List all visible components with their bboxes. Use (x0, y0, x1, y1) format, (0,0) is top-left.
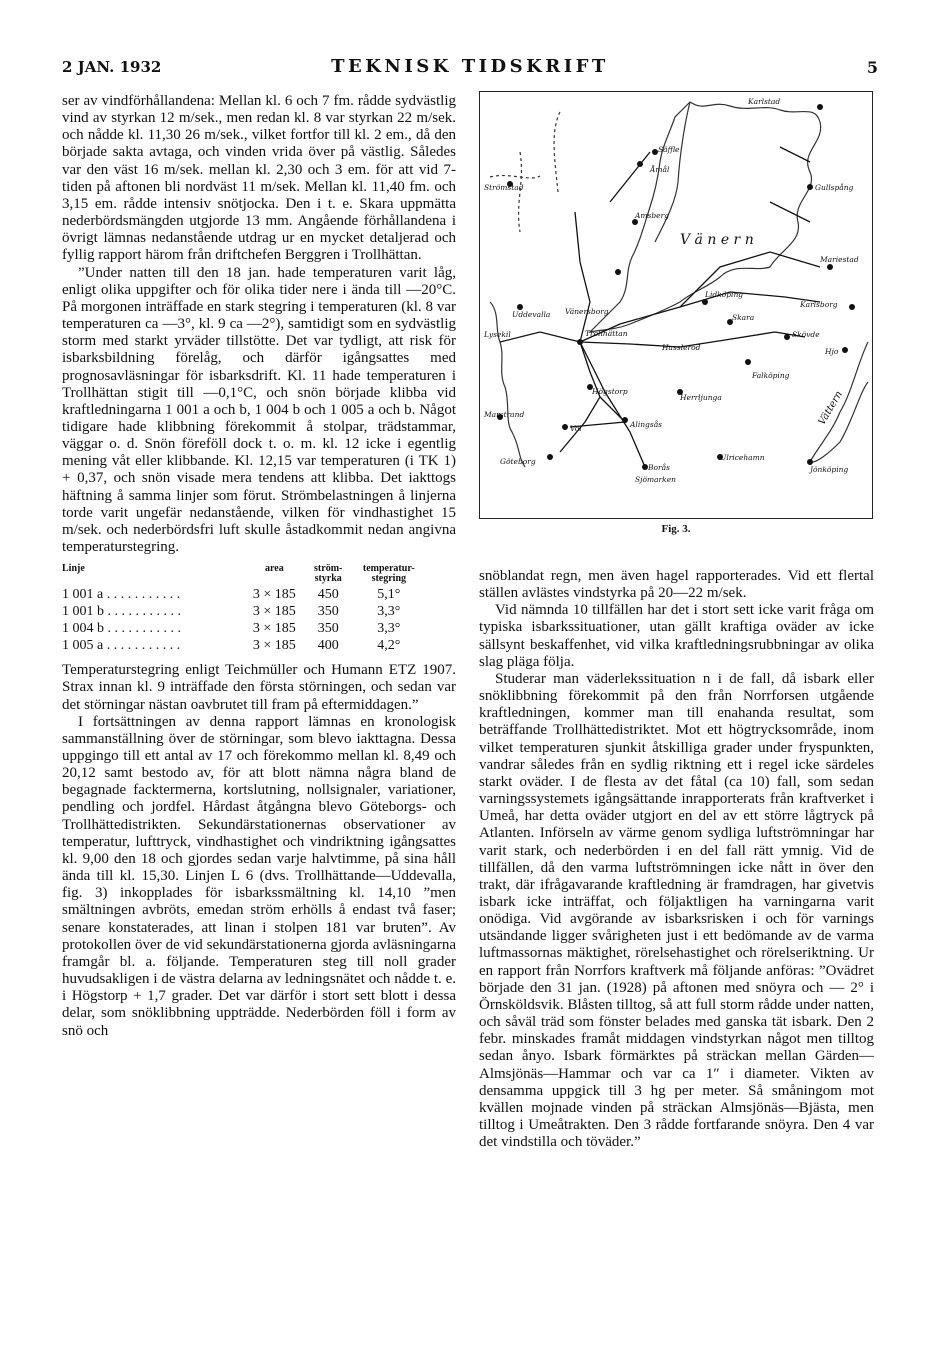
paragraph: Vid nämnda 10 tillfällen har det i stort sett icke varit fråga om typiska isbarkssituationer, utan gällt kraftiga oväder av icke sällsynt beskaffenhet, vid vilka kraftledningsrubbningar av olika slag pläga följa. (479, 602, 874, 670)
county-border (490, 112, 560, 232)
town-dot (547, 454, 553, 460)
map-label: Jönköping (810, 465, 849, 474)
town-dot (807, 184, 813, 190)
map-label: Hjo (825, 347, 839, 356)
map-label: Borås (648, 463, 670, 472)
map-label: Herrljunga (680, 393, 722, 402)
town-dot (577, 339, 583, 345)
cell-linje: 1 001 b . . . . . . . . . . . (62, 604, 181, 620)
map-label: Marstrand (484, 410, 525, 419)
map-figure (479, 91, 873, 519)
map-label: Lidköping (705, 290, 744, 299)
town-dot (817, 104, 823, 110)
table-row (62, 637, 428, 654)
map-label: Säffle (658, 145, 680, 154)
map-label: Trollhättan (585, 329, 628, 338)
map-label: Hasslerod (662, 343, 701, 352)
power-line-trollhattan-boras (580, 342, 645, 467)
town-dot (702, 299, 708, 305)
cell-linje: 1 005 a . . . . . . . . . . . (62, 638, 181, 654)
table-header-row (62, 564, 428, 586)
paragraph: ”Under natten till den 18 jan. hade temperaturen varit låg, enligt olika uppgifter och för olika tider nere i ända till —20°C. På morgonen inträffade en stark stegring i temperaturen (kl. 8 var temperaturen ca —3°, kl. 9 ca —2°), samtidigt som en sydvästlig storm med starkt yrväder tillstötte. Det var tydligt, att risk för isbarksbildning förelåg, och därför igångsattes med prognosavläsningar för isbarksdrift. Kl. 11 hade temperaturen i Trollhättan stigit till —0,1°C, och snön började klibba vid kraftledningarna 1 001 a och b, 1 004 b och 1 005 a och b. Något tidigare hade klibbning förekommit å stolpar, trädstammar, väggar o. d. Snön föreföll dock t. o. m. kl. 12 icke i egentlig mening våt eller klibbande. Kl. 12,15 var temperaturen (i TK 1) + 0,37, och snön visade mera tendens att klibba. Det iakttogs häftning å samma linjer som förut. Strömbelastningen å linjerna torde varit ungefär nedanstående, vilken för vindhastighet 15 m/sek. och nederbördsfri luft skulle åstadkommit nedan angivna temperaturstegring. (62, 264, 456, 556)
map-svg (480, 92, 871, 517)
cell-strom: 450 (317, 587, 339, 603)
cell-area: 3 × 185 (252, 621, 296, 637)
journal-title: TEKNISK TIDSKRIFT (331, 56, 609, 77)
power-line-trollhattan-goteborg (560, 342, 600, 452)
table-row (62, 586, 428, 603)
map-label: Mariestad (820, 255, 859, 264)
cell-strom: 350 (317, 621, 339, 637)
cell-temp: 4,2° (377, 638, 401, 654)
issue-date: 2 JAN. 1932 (62, 58, 162, 76)
map-label: Gullspång (815, 183, 854, 192)
paragraph: snöblandat regn, men även hagel rapporterades. Vid ett flertal ställen avlästes vindstyrka på 20—22 m/sek. (479, 568, 874, 602)
cell-area: 3 × 185 (252, 587, 296, 603)
power-line-lysekil (500, 332, 580, 342)
power-line-saffle (610, 152, 650, 202)
line-load-table (62, 564, 428, 654)
map-label: V ä n e r n (680, 232, 754, 248)
town-dot (562, 424, 568, 430)
cell-temp: 5,1° (377, 587, 401, 603)
col-header-stromstyrka: ström- styrka (314, 563, 343, 585)
left-column (62, 93, 456, 1040)
map-label: Uddevalla (512, 310, 551, 319)
cell-strom: 350 (317, 604, 339, 620)
page-number: 5 (866, 58, 878, 77)
cell-area: 3 × 185 (252, 638, 296, 654)
map-label: Skövde (792, 330, 820, 339)
map-label: Karlstad (748, 97, 781, 106)
page-header (62, 56, 878, 82)
map-label: Lysekil (484, 330, 511, 339)
map-label: Karlsborg (800, 300, 838, 309)
col-header-linje: Linje (62, 563, 85, 575)
power-line-north (575, 212, 590, 342)
paragraph: ser av vindförhållandena: Mellan kl. 6 och 7 fm. rådde sydvästlig vind av styrkan 12 m/sek., men redan kl. 8 var styrkan 22 m/sek. och nådde kl. 11,30 26 m/sek., vilket fortfor till kl. 2 em., då den började sakta avtaga, och vinden vrida över på västlig. Således var den väst 16 m/sek. mellan kl. 2,30 och 3 em. för att vid 7-tiden på aftonen bli nordväst 11 m/sek. Mellan kl. 11,40 fm. och 3,15 em. rådde intensiv snötjocka. Den i t. e. Skara uppmätta nederbördsmängden utgjorde 13 mm. Angående förhållandena i övrigt lämnas nedanstående utdrag ur en mycket detaljerad och fyllig rapport härom från driftchefen Berggren i Trollhättan. (62, 93, 456, 264)
right-column (479, 568, 874, 1151)
cell-linje: 1 004 b . . . . . . . . . . . (62, 621, 181, 637)
map-label: Skara (732, 313, 755, 322)
paragraph: Studerar man väderlekssituation n i de fall, då isbark eller snöklibbning förekommit på den från Norrforsen utgående kraftledningen, kommer man till enahanda resultat, som beträffande Trollhättedistriktet. Mot ett högtrycksområde, inom vilket temperaturen sjunkit åtskilliga grader under fryspunkten, vandrar således från en sydlig riktning ett i regel icke särdeles starkt oväder. I de flesta av det fåtal (ca 10) fall, som sedan varningssystemets igångsättande inrapporterats från kraftverket i Umeå, har detta oväder utgjort en del av ett större lågtryck på Atlanten. Införseln av värme genom sydliga luftströmningar har varit stark, och nederbörden i en del fall rätt ymnig. Vid de tillfällen, då den varma luftströmningen icke nått in över den trakt, där ifrågavarande kraftledning är framdragen, har givetvis isbark icke inträffat, och följaktligen ha varningarna varit onödiga. Vid avgörande av isbarksrisken i och för varnings utsändande ligger svårigheten just i ett bedömande av de varma luftmassornas mäktighet, rörelsehastighet och rörelseriktning. Ur en rapport från Norrfors kraftverk må följande anföras: ”Ovädret började den 31 jan. (1928) på aftonen med snöyra och — 2° i Örnsköldsvik. Blåsten tilltog, så att full storm rådde under natten, och såväl träd som fönster belades med ganska tät isbark. Den 2 febr. minskades framåt middagen vindstyrkan något men tilltog sedan ånyo. Isbark förmärktes på sträckan mellan Gärden—Almsjönäs—Hammar och var ca 1″ i diameter. Vikten av densamma uppgick till 3 hg per meter. Så småningom mot kvällen mojnade vinden på sträckan Almsjönäs—Bjästa, men tilltog i Umeåtrakten. Den 3 rådde fortfarande snöyra. Den 4 var det vindstilla och töväder.” (479, 670, 874, 1151)
town-dot (842, 347, 848, 353)
map-label: Amsberg (635, 211, 670, 220)
map-label: Åmål (650, 165, 670, 174)
table-row (62, 620, 428, 637)
map-label: Strömstad (484, 183, 524, 192)
town-dot (622, 417, 628, 423)
town-dot (615, 269, 621, 275)
map-label: Göteborg (500, 457, 536, 466)
paragraph: I fortsättningen av denna rapport lämnas en kronologisk sammanställning över de störningar, som blevo iakttagna. Dessa uppgingo till ett antal av 17 och förekommo mellan kl. 8,49 och 20,12 samt bestodo av, för att blott nämna några bland de begagnade facktermerna, kortslutning, nollsignaler, variationer, pendling och jordfel. Hårdast åtgångna blevo Göteborgs- och Trollhättedistrikten. Sekundärstationernas observationer av temperatur, lufttryck, vindhastighet och vindriktning igångsattes kl. 9,00 den 18 och gjordes sedan varje halvtimme, på sina håll ända till kl. 15,30. Linjen L 6 (dvs. Trollhättande—Uddevalla, fig. 3) inkopplades för isbarkssmältning kl. 14,10 ”men smältningen avbröts, emedan ström erhölls å endast två faser; senare konstaterades, att linan i stolpen 181 var bruten”. Av protokollen över de vid sekundärstationerna gjorda avläsningarna framgår bl. a. följande. Temperaturen steg till noll grader huvudsakligen i de västra delarna av ledningsnätet och nådde t. e. i Högstorp + 1,7 grader. Det var därför i stort sett blott i dessa delar, som snöklibbning uppträdde. Nederbörden föll i form av snö och (62, 713, 456, 1039)
town-dot (637, 161, 643, 167)
cell-area: 3 × 185 (252, 604, 296, 620)
town-dot (784, 334, 790, 340)
map-label: Högstorp (592, 387, 628, 396)
cell-strom: 400 (317, 638, 339, 654)
map-label: Falköping (752, 371, 790, 380)
map-label: Sjömarken (635, 475, 676, 484)
col-header-area: area (265, 563, 284, 575)
paragraph: Temperaturstegring enligt Teichmüller och Humann ETZ 1907. Strax innan kl. 9 inträffade den första störningen, och sedan var det störningar nästan oavbrutet till fram på eftermiddagen.” (62, 662, 456, 713)
col-header-temperaturstegring: temperatur- stegring (362, 563, 415, 585)
table-row (62, 603, 428, 620)
west-coastline (490, 302, 525, 467)
town-dot (827, 264, 833, 270)
cell-temp: 3,3° (377, 604, 401, 620)
town-dot (849, 304, 855, 310)
power-line-east (770, 147, 810, 222)
map-label: Vänersborg (565, 307, 609, 316)
cell-linje: 1 001 a . . . . . . . . . . . (62, 587, 181, 603)
figure-caption: Fig. 3. (661, 523, 691, 535)
cell-temp: 3,3° (377, 621, 401, 637)
map-label: Vol (570, 424, 582, 433)
map-label: Vättern (816, 389, 845, 428)
town-dot (745, 359, 751, 365)
map-label: Alingsås (630, 420, 663, 429)
map-label: Ulricehamn (720, 453, 765, 462)
